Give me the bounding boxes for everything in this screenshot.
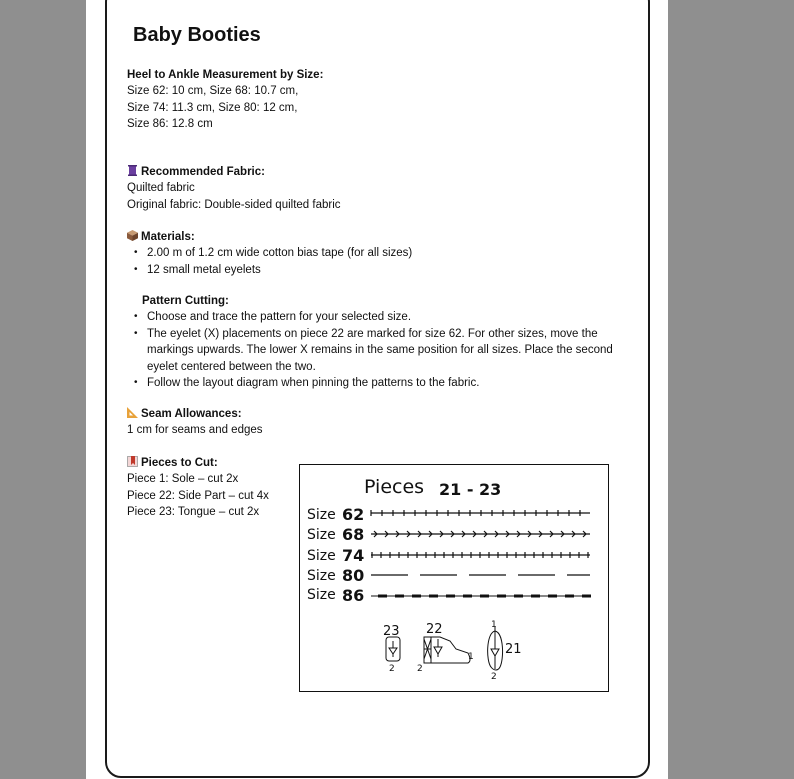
list-item: • The eyelet (X) placements on piece 22 are marked for size 62. For other sizes, move the markings upwards. The lower X remains in the same position for all sizes. Place the second eyelet centered between the two. — [127, 326, 632, 375]
tick-mark — [446, 595, 455, 598]
tick-mark — [412, 595, 421, 598]
fabric-section — [127, 164, 632, 213]
diagram-title-word: Pieces — [364, 476, 425, 498]
piece-22-label: 22 — [426, 622, 443, 637]
heel-line: Size 86: 12.8 cm — [127, 118, 213, 131]
size-value: 68 — [342, 525, 365, 544]
tick-mark — [582, 595, 591, 598]
tick-mark — [429, 595, 438, 598]
piece-23-shape — [386, 637, 400, 661]
size-value: 80 — [342, 566, 365, 585]
piece-21-shape — [488, 627, 503, 670]
piece-23-bottom: 2 — [389, 664, 395, 674]
pieces-to-cut-section — [127, 455, 297, 521]
piece-21-label: 21 — [505, 642, 522, 657]
pieces-layout-diagram — [299, 464, 609, 692]
size-word: Size — [307, 587, 336, 603]
piece-line: Piece 22: Side Part – cut 4x — [127, 489, 269, 502]
bookmark-icon — [127, 456, 138, 467]
list-item: • Choose and trace the pattern for your selected size. — [127, 309, 632, 325]
list-item: • 12 small metal eyelets — [127, 262, 632, 278]
size-word: Size — [307, 507, 336, 523]
seam-allowance-section — [127, 406, 632, 439]
ruler-triangle-icon — [127, 407, 138, 418]
size-word: Size — [307, 548, 336, 564]
size-word: Size — [307, 527, 336, 543]
seam-line: 1 cm for seams and edges — [127, 424, 263, 437]
size-value: 62 — [342, 505, 365, 524]
heel-measurement-section — [127, 67, 632, 133]
piece-22-shape — [424, 637, 470, 663]
piece-22-bottom: 2 — [417, 664, 423, 674]
tick-mark — [480, 595, 489, 598]
diagram-title-range: 21 - 23 — [439, 480, 502, 499]
fabric-heading: Recommended Fabric: — [141, 166, 265, 178]
cutting-list — [127, 309, 632, 391]
box-icon — [127, 230, 138, 241]
tick-mark — [514, 595, 523, 598]
list-item: • Follow the layout diagram when pinning the patterns to the fabric. — [127, 375, 632, 391]
heel-line: Size 74: 11.3 cm, Size 80: 12 cm, — [127, 101, 298, 114]
size-word: Size — [307, 568, 336, 584]
cutting-heading: Pattern Cutting: — [142, 295, 229, 307]
tick-mark — [378, 595, 387, 598]
fabric-line: Quilted fabric — [127, 182, 195, 195]
pieces-heading: Pieces to Cut: — [141, 457, 218, 469]
piece-23-label: 23 — [383, 624, 400, 639]
pattern-diagram-svg — [300, 465, 608, 691]
tick-mark — [463, 595, 472, 598]
tick-mark — [395, 595, 404, 598]
fabric-line: Original fabric: Double-sided quilted fabric — [127, 198, 341, 211]
tick-mark — [497, 595, 506, 598]
pattern-cutting-section — [127, 293, 632, 391]
materials-heading: Materials: — [141, 231, 195, 243]
fabric-icon — [127, 165, 138, 176]
piece-21-top: 1 — [491, 620, 497, 630]
tick-mark — [531, 595, 540, 598]
heel-line: Size 62: 10 cm, Size 68: 10.7 cm, — [127, 85, 299, 98]
piece-line: Piece 23: Tongue – cut 2x — [127, 506, 260, 519]
piece-22-right: 1 — [468, 652, 474, 662]
piece-line: Piece 1: Sole – cut 2x — [127, 473, 239, 486]
piece-21-bottom: 2 — [491, 672, 497, 682]
materials-list — [127, 245, 632, 278]
materials-section — [127, 229, 632, 278]
tick-mark — [548, 595, 557, 598]
size-value: 86 — [342, 586, 365, 605]
size-value: 74 — [342, 546, 365, 565]
document-title: Baby Booties — [133, 24, 261, 46]
heel-heading: Heel to Ankle Measurement by Size: — [127, 69, 324, 81]
list-item: • 2.00 m of 1.2 cm wide cotton bias tape (for all sizes) — [127, 245, 632, 261]
tick-mark — [565, 595, 574, 598]
seam-heading: Seam Allowances: — [141, 408, 242, 420]
